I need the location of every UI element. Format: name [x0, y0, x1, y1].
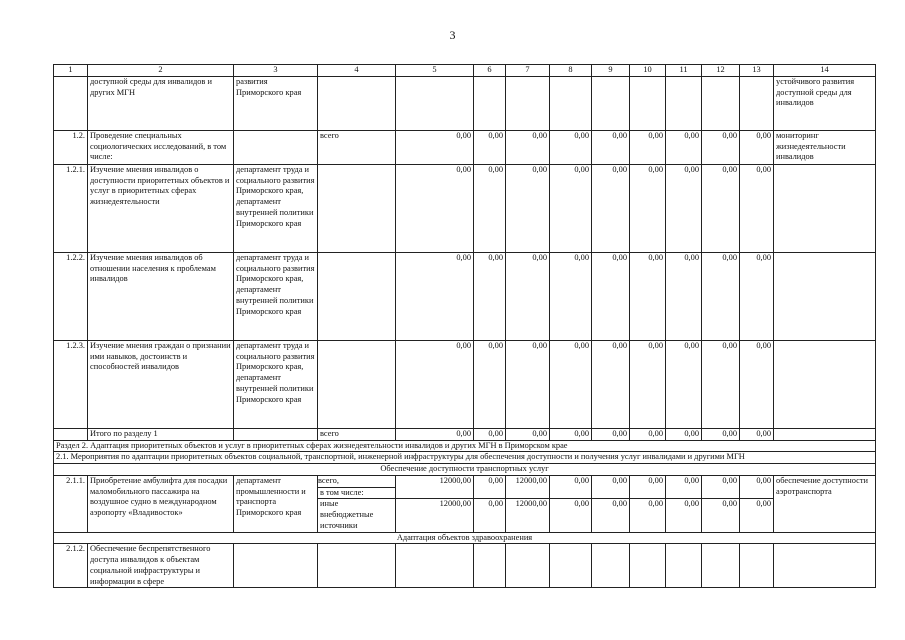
group-heading-row	[54, 464, 876, 476]
column-number: 8	[550, 65, 592, 77]
cell-value: 0,00	[740, 130, 774, 164]
cell-value: 0,00	[702, 130, 740, 164]
page-number: 3	[449, 28, 456, 42]
cell-text: департамент труда и социального развития Приморского края, департамент внутренней политики Приморского края	[234, 164, 318, 252]
cell-value: 0,00	[702, 252, 740, 340]
cell-value: 0,00	[592, 130, 630, 164]
column-number: 7	[506, 65, 550, 77]
column-number: 1	[54, 65, 88, 77]
cell-value: 0,00	[396, 428, 474, 440]
row-index: 1.2.3.	[54, 340, 88, 428]
cell-value: 0,00	[506, 252, 550, 340]
cell-value: 0,00	[740, 164, 774, 252]
cell-value: 0,00	[592, 164, 630, 252]
table-row	[54, 340, 876, 428]
cell-value: 0,00	[630, 130, 666, 164]
cell-text: всего	[318, 130, 396, 164]
cell-text: иные внебюджетные источники	[318, 499, 396, 532]
cell-value: 0,00	[550, 499, 592, 532]
cell-text: Изучение мнения граждан о признании ими навыков, достоинств и способностей инвалидов	[88, 340, 234, 428]
column-number: 14	[774, 65, 876, 77]
cell-value: 0,00	[592, 475, 630, 499]
cell-text: департамент труда и социального развития Приморского края, департамент внутренней политики Приморского края	[234, 340, 318, 428]
column-number: 5	[396, 65, 474, 77]
row-index: 1.2.	[54, 130, 88, 164]
cell-value: 0,00	[396, 340, 474, 428]
section-heading: Раздел 2. Адаптация приоритетных объектов и услуг в приоритетных сферах жизнедеятельности инвалидов и других МГН в Приморском крае	[54, 440, 876, 452]
cell-value: 0,00	[630, 340, 666, 428]
cell-value: 0,00	[666, 130, 702, 164]
cell-value: 0,00	[506, 164, 550, 252]
cell-value: 0,00	[474, 130, 506, 164]
cell-value: 0,00	[740, 252, 774, 340]
cell-value: 0,00	[506, 130, 550, 164]
table-row	[54, 76, 876, 130]
cell-value: 12000,00	[506, 475, 550, 499]
table-row	[54, 164, 876, 252]
cell-value: 0,00	[740, 428, 774, 440]
column-number: 3	[234, 65, 318, 77]
row-index: 2.1.1.	[54, 475, 88, 532]
cell-text: Обеспечение беспрепятственного доступа инвалидов к объектам социальной инфраструктуры и информации в сфере	[88, 544, 234, 588]
group-heading: Обеспечение доступности транспортных услуг	[54, 464, 876, 476]
cell-text: Проведение специальных социологических исследований, в том числе:	[88, 130, 234, 164]
row-index: 2.1.2.	[54, 544, 88, 588]
column-number: 12	[702, 65, 740, 77]
row-index: 1.2.2.	[54, 252, 88, 340]
cell-text: доступной среды для инвалидов и других МГН	[88, 76, 234, 130]
subsection-heading-row	[54, 452, 876, 464]
column-number: 11	[666, 65, 702, 77]
cell-subtext: в том числе:	[320, 487, 364, 497]
cell-value: 12000,00	[396, 475, 474, 499]
cell-value: 0,00	[666, 340, 702, 428]
cell-text: развития Приморского края	[234, 76, 318, 130]
cell-text: мониторинг жизнедеятельности инвалидов	[774, 130, 876, 164]
column-number: 2	[88, 65, 234, 77]
table-row	[54, 252, 876, 340]
cell-text: устойчивого развития доступной среды для инвалидов	[774, 76, 876, 130]
cell-value: 0,00	[630, 428, 666, 440]
cell-value: 12000,00	[396, 499, 474, 532]
cell-value: 0,00	[474, 475, 506, 499]
cell-value: 0,00	[592, 499, 630, 532]
cell-text	[318, 475, 396, 499]
cell-value: 0,00	[592, 340, 630, 428]
subsection-heading: 2.1. Мероприятия по адаптации приоритетных объектов социальной, транспортной, инженерной инфраструктуры для обеспечения доступности и получения услуг инвалидами и другими МГН	[54, 452, 876, 464]
cell-value: 0,00	[474, 164, 506, 252]
cell-subtext: всего,	[318, 476, 396, 488]
cell-value: 0,00	[630, 164, 666, 252]
cell-value: 0,00	[550, 130, 592, 164]
cell-value: 0,00	[474, 428, 506, 440]
group-heading: Адаптация объектов здравоохранения	[54, 532, 876, 544]
cell-value: 0,00	[474, 499, 506, 532]
column-numbers-row	[54, 65, 876, 77]
column-number: 13	[740, 65, 774, 77]
cell-value: 0,00	[740, 475, 774, 499]
column-number: 10	[630, 65, 666, 77]
column-number: 4	[318, 65, 396, 77]
cell-value: 0,00	[702, 475, 740, 499]
cell-value: 0,00	[630, 252, 666, 340]
cell-value: 0,00	[474, 252, 506, 340]
cell-value: 0,00	[474, 340, 506, 428]
cell-text: департамент труда и социального развития Приморского края, департамент внутренней политики Приморского края	[234, 252, 318, 340]
table-row	[54, 130, 876, 164]
cell-value: 0,00	[666, 499, 702, 532]
cell-text: Изучение мнения инвалидов о доступности приоритетных объектов и услуг в приоритетных сферах жизнедеятельности	[88, 164, 234, 252]
cell-text: всего	[318, 428, 396, 440]
cell-value: 0,00	[550, 428, 592, 440]
cell-text: Изучение мнения инвалидов об отношении населения к проблемам инвалидов	[88, 252, 234, 340]
cell-value: 0,00	[396, 130, 474, 164]
cell-value: 0,00	[396, 164, 474, 252]
program-table	[53, 64, 876, 588]
cell-value: 0,00	[702, 428, 740, 440]
cell-value: 0,00	[666, 428, 702, 440]
column-number: 9	[592, 65, 630, 77]
cell-value: 0,00	[550, 252, 592, 340]
cell-value: 0,00	[666, 164, 702, 252]
column-number: 6	[474, 65, 506, 77]
cell-value: 0,00	[702, 164, 740, 252]
total-row	[54, 428, 876, 440]
cell-value: 0,00	[550, 164, 592, 252]
section-heading-row	[54, 440, 876, 452]
cell-value: 0,00	[702, 340, 740, 428]
cell-text: Приобретение амбулифта для посадки маломобильного пассажира на воздушное судно в международном аэропорту «Владивосток»	[88, 475, 234, 532]
cell-value: 0,00	[396, 252, 474, 340]
cell-text: обеспечение доступности аэротранспорта	[774, 475, 876, 532]
cell-value: 0,00	[702, 499, 740, 532]
table-row	[54, 475, 876, 499]
cell-value: 0,00	[630, 499, 666, 532]
cell-value: 0,00	[666, 252, 702, 340]
cell-value: 0,00	[592, 252, 630, 340]
row-index: 1.2.1.	[54, 164, 88, 252]
cell-text: Итого по разделу 1	[88, 428, 234, 440]
cell-value: 0,00	[550, 475, 592, 499]
group-heading-row	[54, 532, 876, 544]
cell-value: 0,00	[506, 428, 550, 440]
cell-value: 0,00	[666, 475, 702, 499]
cell-value: 0,00	[740, 340, 774, 428]
table-row	[54, 544, 876, 588]
cell-value: 0,00	[550, 340, 592, 428]
cell-value: 0,00	[506, 340, 550, 428]
cell-text: департамент промышленности и транспорта Приморского края	[234, 475, 318, 532]
cell-value: 0,00	[592, 428, 630, 440]
cell-value: 0,00	[630, 475, 666, 499]
cell-value: 0,00	[740, 499, 774, 532]
cell-value: 12000,00	[506, 499, 550, 532]
